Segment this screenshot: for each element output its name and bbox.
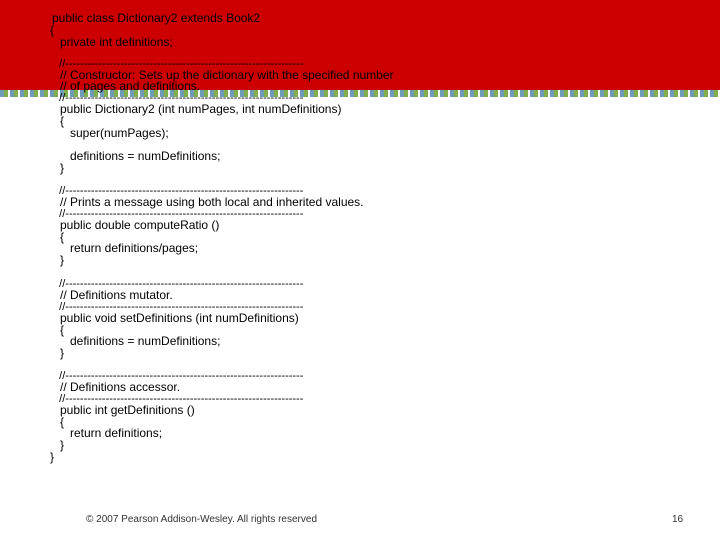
code-line: {: [50, 323, 65, 337]
code-line: {: [50, 415, 65, 429]
code-line: {: [50, 230, 65, 244]
code-line: {: [50, 114, 65, 128]
code-line: //-----------------------------------------------------------------: [50, 370, 304, 382]
code-line: public class Dictionary2 extends Book2: [52, 11, 261, 25]
code-line: }: [50, 450, 55, 464]
code-line: private int definitions;: [50, 35, 173, 49]
code-line: // Constructor: Sets up the dictionary with the specified number: [50, 68, 394, 82]
code-line: }: [50, 438, 65, 452]
code-line: //-----------------------------------------------------------------: [50, 185, 304, 197]
code-line: // Prints a message using both local and inherited values.: [50, 195, 364, 209]
code-line: // of pages and definitions.: [50, 79, 201, 93]
page-number: 16: [672, 514, 684, 525]
code-line: return definitions/pages;: [50, 241, 199, 255]
code-line: {: [50, 23, 55, 37]
code-line: return definitions;: [50, 426, 163, 440]
code-line: public int getDefinitions (): [50, 403, 195, 417]
code-line: //-----------------------------------------------------------------: [50, 301, 304, 313]
code-line: //-----------------------------------------------------------------: [50, 208, 304, 220]
code-line: // Definitions mutator.: [50, 288, 173, 302]
code-line: //-----------------------------------------------------------------: [50, 278, 304, 290]
code-line: }: [50, 346, 65, 360]
code-line: //-----------------------------------------------------------------: [50, 92, 304, 104]
code-line: definitions = numDefinitions;: [50, 149, 221, 163]
code-line: //-----------------------------------------------------------------: [50, 58, 304, 70]
code-line: super(numPages);: [50, 126, 169, 140]
code-line: definitions = numDefinitions;: [50, 334, 221, 348]
code-line: }: [50, 253, 65, 267]
code-line: //-----------------------------------------------------------------: [50, 393, 304, 405]
code-line: public Dictionary2 (int numPages, int numDefinitions): [50, 102, 342, 116]
copyright-notice: © 2007 Pearson Addison-Wesley. All rights reserved: [86, 514, 318, 525]
code-line: public double computeRatio (): [50, 218, 220, 232]
code-line: }: [50, 161, 65, 175]
code-line: // Definitions accessor.: [50, 380, 181, 394]
slide-footer: [0, 510, 720, 530]
code-line: public void setDefinitions (int numDefinitions): [50, 311, 299, 325]
